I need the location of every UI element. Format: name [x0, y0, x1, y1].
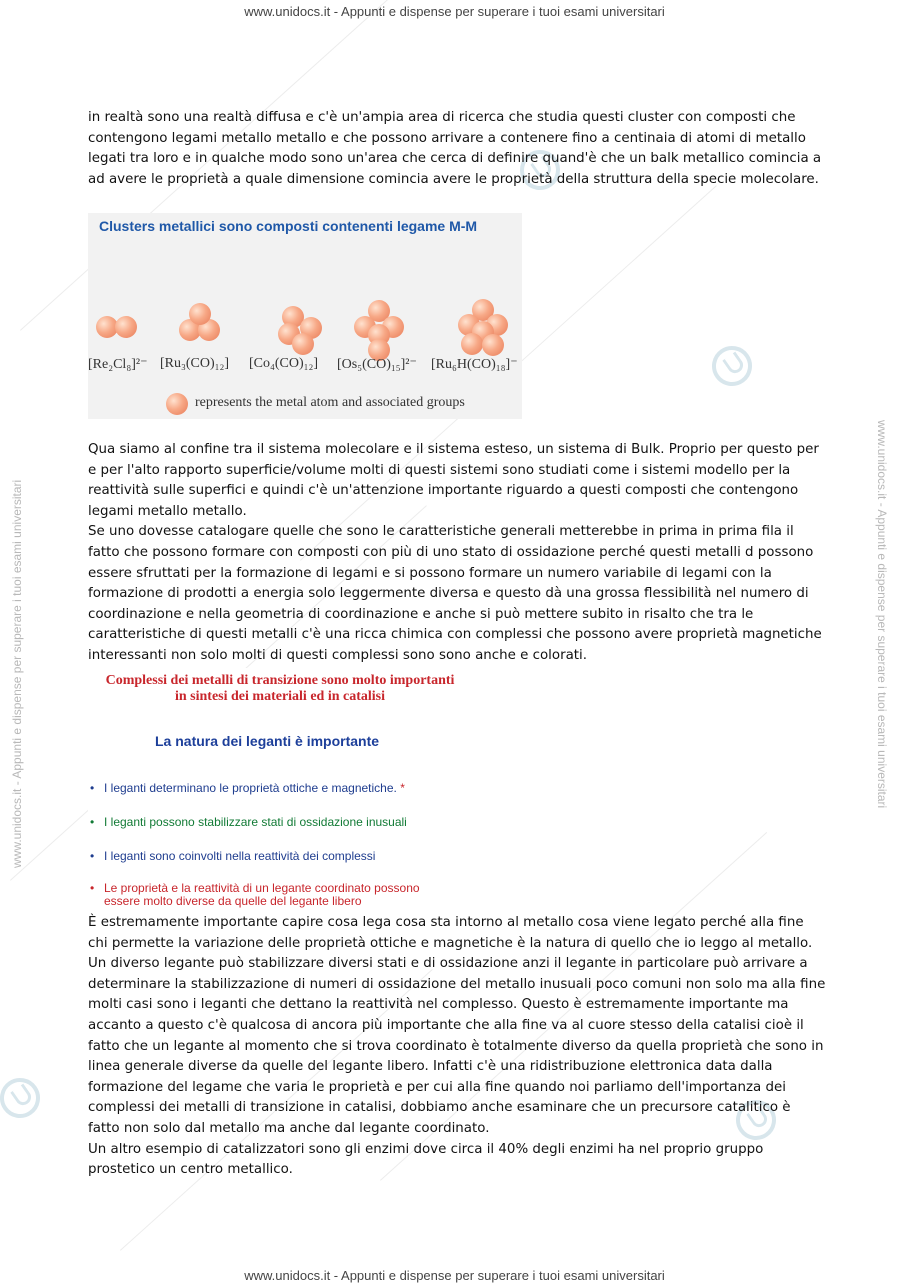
- cluster-formula: [Os₅(CO)₁₅]²⁻: [337, 357, 417, 372]
- figure-ligands-slide: [88, 668, 488, 910]
- watermark-side-right: www.unidocs.it - Appunti e dispense per superare i tuoi esami universitari: [875, 420, 889, 809]
- metal-atom-icon: [189, 303, 211, 325]
- figure-metal-clusters: [88, 213, 522, 419]
- slide-bullet: [90, 850, 375, 863]
- cluster-formula: [Ru₃(CO)₁₂]: [160, 356, 230, 371]
- footnote-star: *: [400, 781, 405, 795]
- slide-title-line1: Complessi dei metalli di transizione sono molto importanti: [105, 673, 455, 688]
- bullet-icon: •: [90, 849, 95, 863]
- watermark-footer: www.unidocs.it - Appunti e dispense per superare i tuoi esami universitari: [244, 1268, 665, 1283]
- paragraph-ligand-importance: È estremamente importante capire cosa lega cosa sta intorno al metallo cosa viene legato perché alla fine chi permette la variazione delle proprietà ottiche e magnetiche è la natura di quello che io leggo al metallo. Un diverso legante può stabilizzare diversi stati e di ossidazione anzi il legante in particolare può arrivare a determinare la stabilizzazione di numeri di ossidazione del metallo inusuali poco comuni non solo ma alla fine molti casi sono i leganti che dettano la reattività nel complesso. Questo è estremamente importante ma accanto a questo c'è qualcosa di ancora più importante che alla fine va al cuore stesso della catalisi cioè il fatto che un legante al momento che si trova coordinato è totalmente diverso da quella proprietà che sono in linea generale diverse da quelle del legante libero. Infatti c'è una ridistribuzione elettronica data dalla formazione del legame che varia le proprietà e per cui alla fine quando noi parliamo dell'importanza dei complessi dei metalli di transizione in catalisi, dobbiamo anche esaminare che un precursore catalitico è fatto non solo dal metallo ma anche dal legante coordinato. Un altro esempio di catalizzatori sono gli enzimi dove circa il 40% degli enzimi ha nel proprio gruppo prostetico un centro metallico.: [88, 915, 826, 1178]
- cluster-formula: [Ru₆H(CO)₁₈]⁻: [431, 357, 518, 372]
- slide-title: [90, 673, 470, 705]
- bullet-text-continued: essere molto diverse da quelle del legante libero: [104, 894, 362, 908]
- watermark-logo-icon: [704, 338, 760, 394]
- slide-subtitle: La natura dei leganti è importante: [155, 733, 380, 749]
- metal-atom-icon: [461, 333, 483, 355]
- slide-bullet: [90, 782, 405, 795]
- bullet-text: I leganti sono coinvolti nella reattività dei complessi: [104, 849, 376, 863]
- cluster-formula: [Re₂Cl₈]²⁻: [88, 357, 148, 372]
- watermark-side-left: www.unidocs.it - Appunti e dispense per superare i tuoi esami universitari: [10, 479, 24, 868]
- slide-title-line2: in sintesi dei materiali ed in catalisi: [175, 689, 385, 704]
- slide-bullet: [90, 882, 420, 908]
- watermark-header: www.unidocs.it - Appunti e dispense per superare i tuoi esami universitari: [244, 4, 665, 19]
- bullet-text: I leganti possono stabilizzare stati di ossidazione inusuali: [104, 815, 407, 829]
- cluster-formula: [Co₄(CO)₁₂]: [249, 356, 319, 371]
- legend-atom-icon: [166, 393, 188, 415]
- metal-atom-icon: [115, 316, 137, 338]
- watermark-logo-icon: [0, 1070, 48, 1126]
- slide-bullet: [90, 816, 407, 829]
- figure-clusters-title: Clusters metallici sono composti contenenti legame M-M: [99, 218, 478, 234]
- paragraph-bulk-boundary: Qua siamo al confine tra il sistema molecolare e il sistema esteso, un sistema di Bulk. Proprio per questo per e per l'alto rapporto superficie/volume molti di questi sistemi sono studiati come i sistemi modello per la reattività sulle superfici e quindi c'è un'attenzione importante riguardo a questi composti che contengono legami metallo metallo. Se uno dovesse catalogare quelle che sono le caratteristiche generali metterebbe in prima in prima fila il fatto che possono formare con composti con più di uno stato di ossidazione perché questi metalli d possono essere sfruttati per la formazione di legami e si possono formare un numero variabile di legami con la formazione di prodotti a energia solo leggermente diversa e questo dà una grossa flessibilità nel numero di coordinazione e nella geometria di coordinazione e anche si può mettere subito in risalto che tra le caratteristiche di questi metalli c'è una ricca chimica con complessi che possono avere proprietà magnetiche interessanti non solo molti di questi complessi sono sono anche e colorati.: [88, 442, 822, 663]
- metal-atom-icon: [482, 334, 504, 356]
- bullet-text: Le proprietà e la reattività di un legante coordinato possono: [104, 881, 420, 895]
- paragraph-clusters-intro: in realtà sono una realtà diffusa e c'è un'ampia area di ricerca che studia questi cluster con composti che contengono legami metallo metallo e che possono arrivare a contenere fino a centinaia di atomi di metallo legati tra loro e in qualche modo sono un'area che cerca di definire quand'è che un balk metallico comincia a ad avere le proprietà a quale dimensione comincia avere le proprietà della struttura della specie molecolare.: [88, 110, 822, 187]
- legend-text: represents the metal atom and associated groups: [195, 395, 465, 410]
- metal-atom-icon: [292, 333, 314, 355]
- bullet-icon: •: [90, 781, 95, 795]
- bullet-icon: •: [90, 815, 95, 829]
- bullet-text: I leganti determinano le proprietà ottiche e magnetiche.: [104, 781, 397, 795]
- bullet-icon: •: [90, 881, 95, 895]
